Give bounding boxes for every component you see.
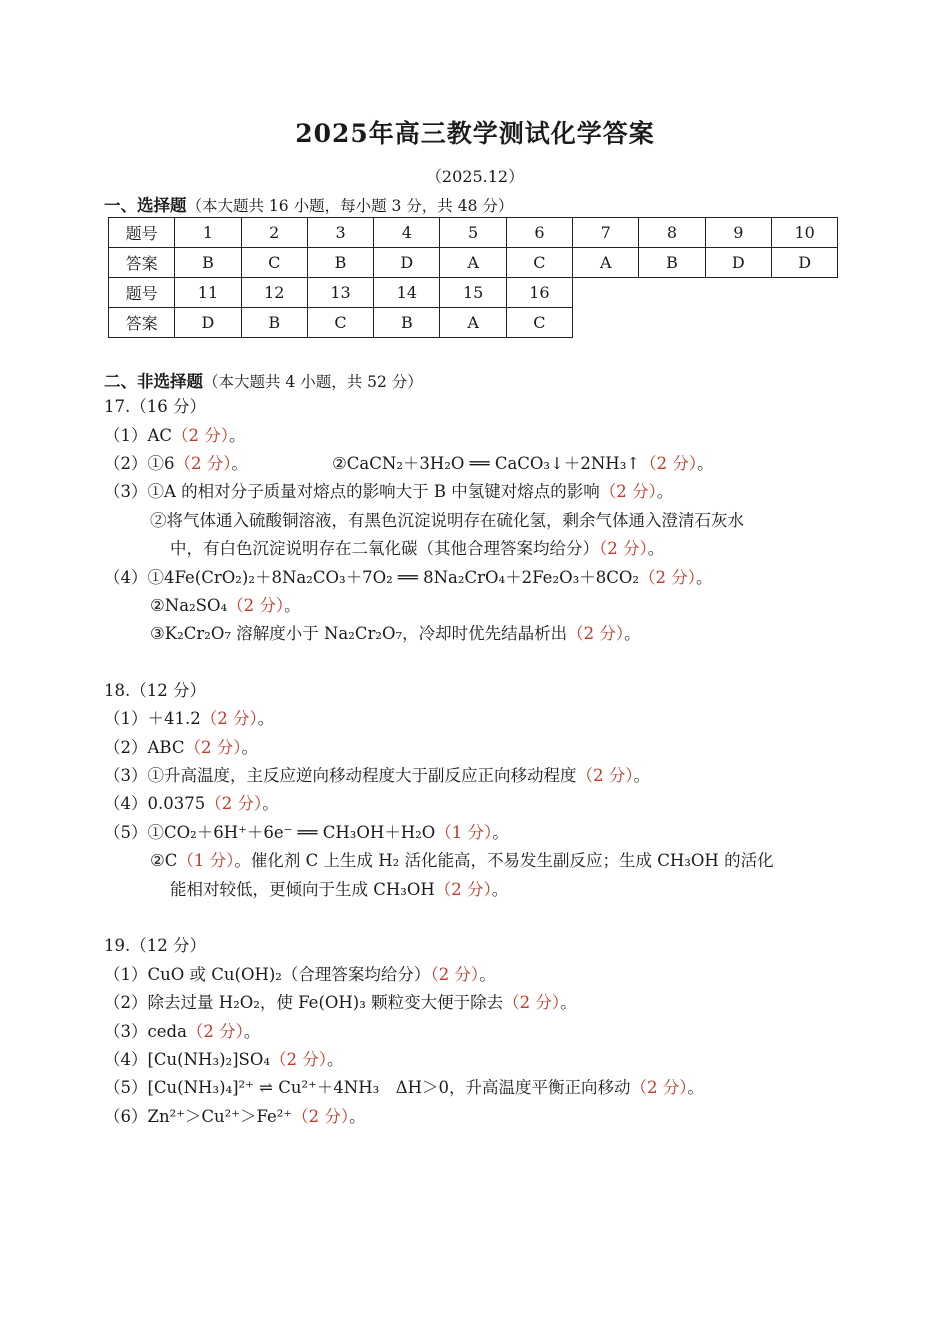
q17-part4b: ②Na₂SO₄（2 分）。 — [150, 596, 301, 615]
question-cell: 16 — [506, 278, 572, 308]
q18-part5a: （5）①CO₂＋6H⁺＋6e⁻ ══ CH₃OH＋H₂O（1 分）。 — [104, 823, 509, 842]
table-row — [109, 248, 838, 278]
answer-cell: B — [374, 308, 440, 338]
answer-cell: B — [175, 248, 241, 278]
q19-part2: （2）除去过量 H₂O₂，使 Fe(OH)₃ 颗粒变大便于除去（2 分）。 — [104, 993, 577, 1012]
q17-part1: （1）AC（2 分）。 — [104, 426, 246, 445]
question-cell: 1 — [175, 218, 241, 248]
q18-part3: （3）①升高温度，主反应逆向移动程度大于副反应正向移动程度（2 分）。 — [104, 766, 650, 785]
q19-part5: （5）[Cu(NH₃)₄]²⁺ ⇌ Cu²⁺＋4NH₃ ΔH＞0，升高温度平衡正向移动（2 分）。 — [104, 1078, 705, 1097]
section-2-title: 二、非选择题 — [104, 372, 203, 391]
answer-cell: D — [374, 248, 440, 278]
question-cell: 2 — [241, 218, 307, 248]
q17-heading: 17.（16 分） — [104, 397, 206, 416]
answer-cell: D — [705, 248, 771, 278]
question-cell: 14 — [374, 278, 440, 308]
q19-heading: 19.（12 分） — [104, 936, 206, 955]
table-row — [109, 278, 838, 308]
label-cell: 答案 — [109, 248, 175, 278]
answer-cell: B — [241, 308, 307, 338]
q17-part4c: ③K₂Cr₂O₇ 溶解度小于 Na₂Cr₂O₇，冷却时优先结晶析出（2 分）。 — [150, 624, 641, 643]
q17-part2b: ②CaCN₂＋3H₂O ══ CaCO₃↓＋2NH₃↑（2 分）。 — [332, 454, 714, 473]
section-1-note: （本大题共 16 小题，每小题 3 分，共 48 分） — [186, 197, 514, 215]
question-cell: 8 — [639, 218, 705, 248]
section-2-note: （本大题共 4 小题，共 52 分） — [203, 373, 423, 391]
page-title: 2025年高三教学测试化学答案 — [295, 119, 655, 148]
answer-cell: A — [573, 248, 639, 278]
q19-part4: （4）[Cu(NH₃)₂]SO₄（2 分）。 — [104, 1050, 344, 1069]
question-cell: 7 — [573, 218, 639, 248]
q17-part3a: （3）①A 的相对分子质量对熔点的影响大于 B 中氢键对熔点的影响（2 分）。 — [104, 482, 674, 501]
question-cell: 15 — [440, 278, 506, 308]
answer-table — [108, 217, 838, 338]
section-2-heading — [104, 368, 423, 392]
q18-part5c: 能相对较低，更倾向于生成 CH₃OH（2 分）。 — [170, 880, 509, 899]
question-cell: 4 — [374, 218, 440, 248]
exam-date: （2025.12） — [425, 167, 525, 186]
answer-cell: C — [307, 308, 373, 338]
q18-part5b: ②C（1 分）。催化剂 C 上生成 H₂ 活化能高，不易发生副反应；生成 CH₃OH 的活化 — [150, 851, 774, 870]
question-cell: 10 — [771, 218, 837, 248]
question-cell: 11 — [175, 278, 241, 308]
answer-cell: A — [440, 308, 506, 338]
table-row — [109, 308, 838, 338]
answer-cell: A — [440, 248, 506, 278]
answer-cell: C — [506, 248, 572, 278]
answer-cell: D — [771, 248, 837, 278]
q18-part2: （2）ABC（2 分）。 — [104, 738, 258, 757]
answer-cell: B — [639, 248, 705, 278]
question-cell: 5 — [440, 218, 506, 248]
q19-part1: （1）CuO 或 Cu(OH)₂（合理答案均给分）（2 分）。 — [104, 965, 496, 984]
q19-part3: （3）ceda（2 分）。 — [104, 1022, 261, 1041]
q18-heading: 18.（12 分） — [104, 681, 206, 700]
section-1-heading — [104, 192, 513, 216]
question-cell: 13 — [307, 278, 373, 308]
table-row — [109, 218, 838, 248]
question-cell: 3 — [307, 218, 373, 248]
label-cell: 题号 — [109, 218, 175, 248]
section-1-title: 一、选择题 — [104, 196, 187, 215]
question-cell: 12 — [241, 278, 307, 308]
question-cell: 9 — [705, 218, 771, 248]
label-cell: 答案 — [109, 308, 175, 338]
question-cell: 6 — [506, 218, 572, 248]
q17-part3b-line2: 中，有白色沉淀说明存在二氧化碳（其他合理答案均给分）（2 分）。 — [170, 539, 665, 558]
answer-cell: D — [175, 308, 241, 338]
q17-part4a: （4）①4Fe(CrO₂)₂＋8Na₂CO₃＋7O₂ ══ 8Na₂CrO₄＋2Fe₂O₃＋8CO₂（2 分）。 — [104, 568, 713, 587]
answer-cell: C — [241, 248, 307, 278]
answer-cell: B — [307, 248, 373, 278]
q18-part4: （4）0.0375（2 分）。 — [104, 794, 279, 813]
label-cell: 题号 — [109, 278, 175, 308]
answer-cell: C — [506, 308, 572, 338]
q19-part6: （6）Zn²⁺＞Cu²⁺＞Fe²⁺（2 分）。 — [104, 1107, 366, 1126]
q17-part2a: （2）①6（2 分）。 — [104, 454, 248, 473]
q17-part3b-line1: ②将气体通入硫酸铜溶液，有黑色沉淀说明存在硫化氢，剩余气体通入澄清石灰水 — [150, 511, 744, 530]
q18-part1: （1）＋41.2（2 分）。 — [104, 709, 275, 728]
